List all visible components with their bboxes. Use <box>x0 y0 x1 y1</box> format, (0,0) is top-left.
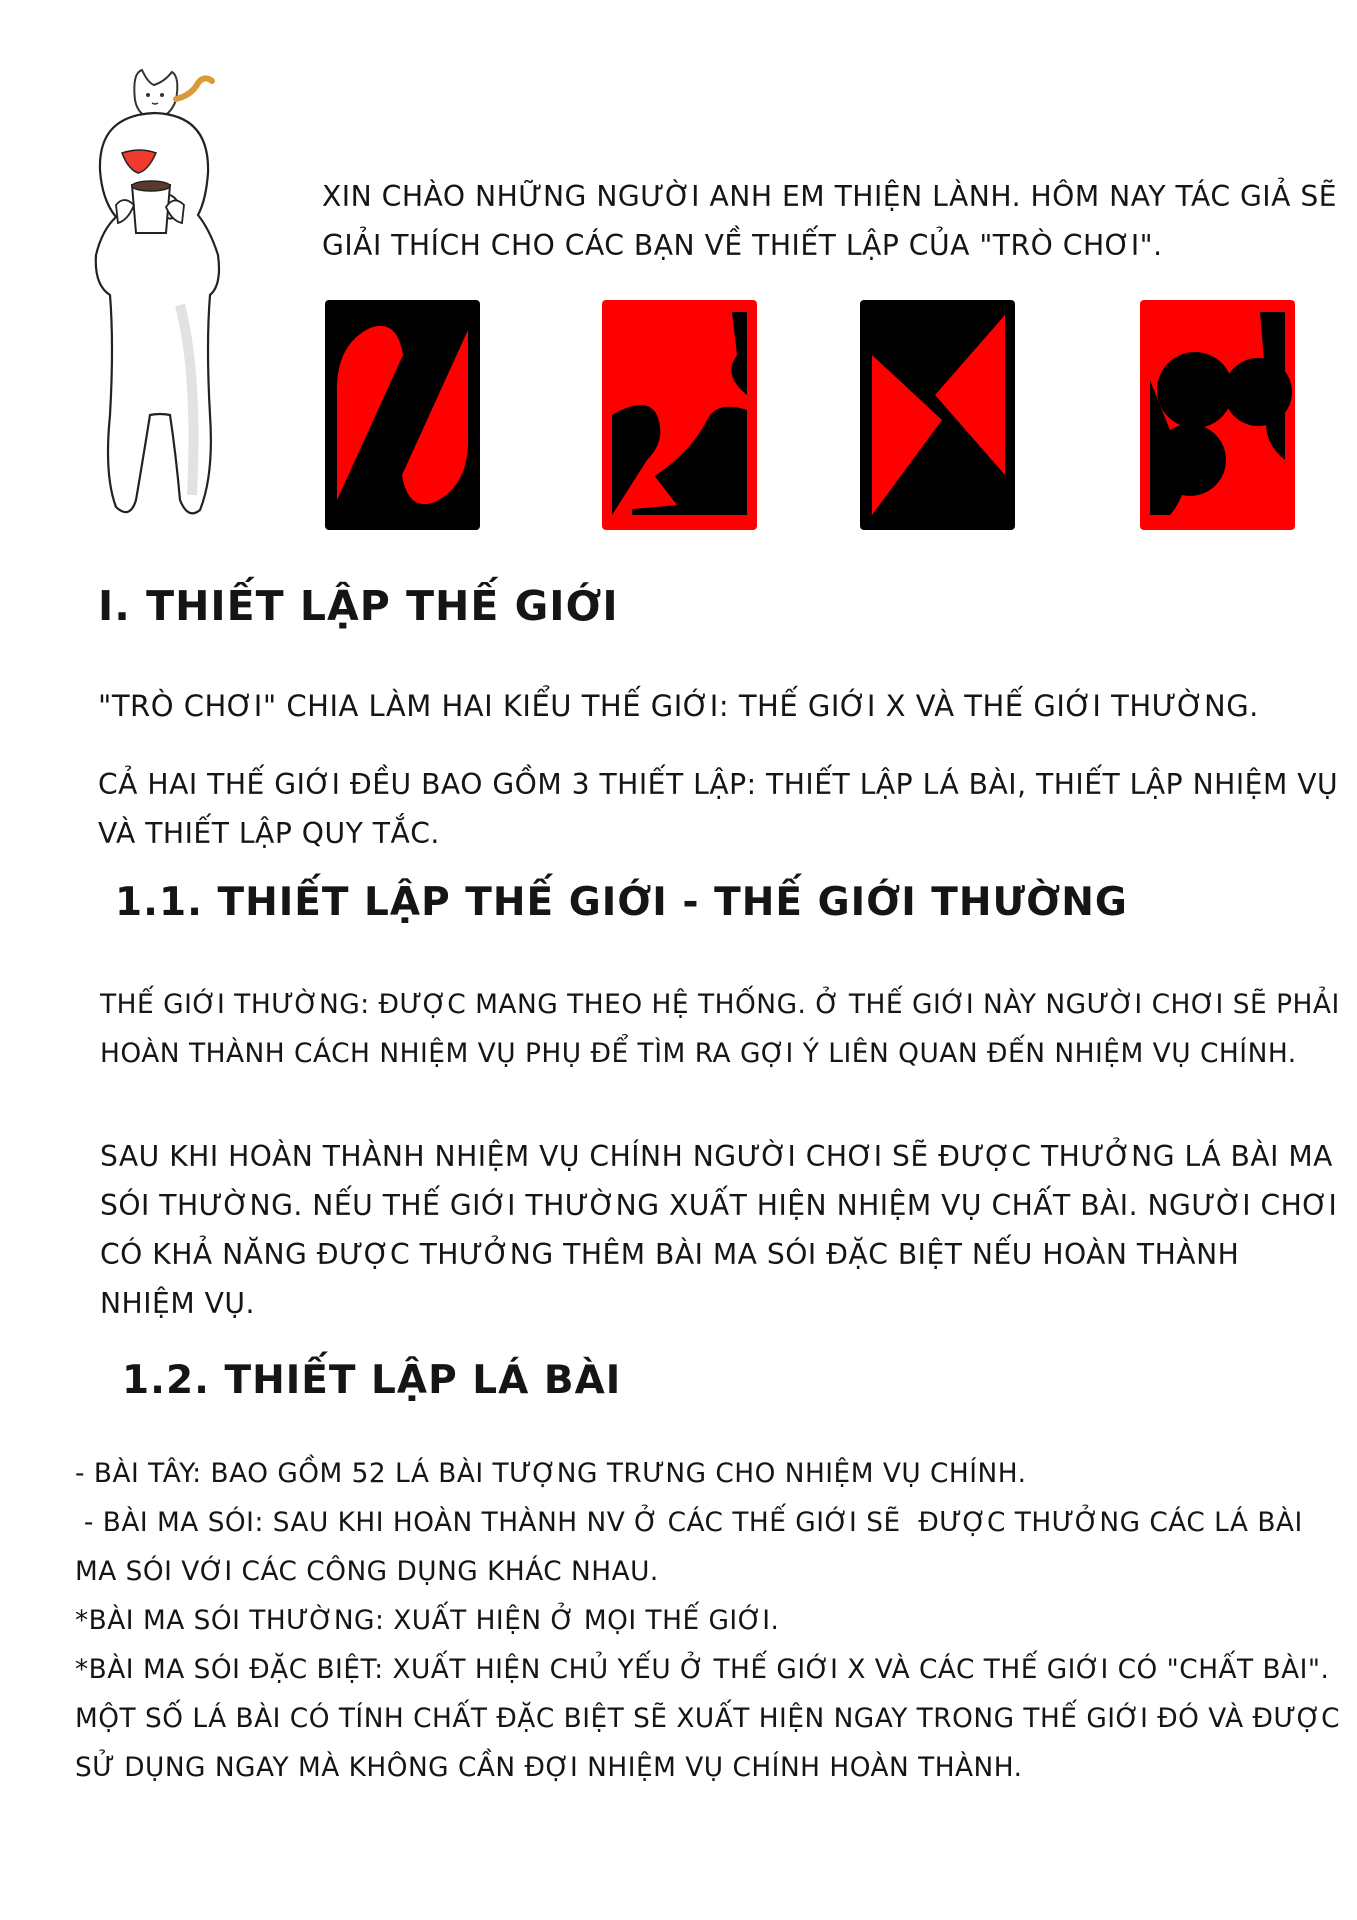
list-line: MỘT SỐ LÁ BÀI CÓ TÍNH CHẤT ĐẶC BIỆT SẼ XUẤT HIỆN NGAY TRONG THẾ GIỚI ĐÓ VÀ ĐƯỢC <box>75 1704 1341 1734</box>
section1-paragraph: "TRÒ CHƠI" CHIA LÀM HAI KIỂU THẾ GIỚI: THẾ GIỚI X VÀ THẾ GIỚI THƯỜNG. <box>98 689 1259 723</box>
paragraph-line: THẾ GIỚI THƯỜNG: ĐƯỢC MANG THEO HỆ THỐNG. Ở THẾ GIỚI NÀY NGƯỜI CHƠI SẼ PHẢI <box>100 989 1340 1020</box>
paragraph-line: CÓ KHẢ NĂNG ĐƯỢC THƯỞNG THÊM BÀI MA SÓI ĐẶC BIỆT NẾU HOÀN THÀNH <box>100 1238 1240 1271</box>
list-line: - BÀI TÂY: BAO GỒM 52 LÁ BÀI TƯỢNG TRƯNG CHO NHIỆM VỤ CHÍNH. <box>75 1459 1027 1489</box>
intro-line: XIN CHÀO NHỮNG NGƯỜI ANH EM THIỆN LÀNH. HÔM NAY TÁC GIẢ SẼ <box>322 180 1338 213</box>
intro-line: GIẢI THÍCH CHO CÁC BẠN VỀ THIẾT LẬP CỦA "TRÒ CHƠI". <box>322 229 1163 262</box>
paragraph-line: HOÀN THÀNH CÁCH NHIỆM VỤ PHỤ ĐỂ TÌM RA GỢI Ý LIÊN QUAN ĐẾN NHIỆM VỤ CHÍNH. <box>100 1038 1297 1069</box>
heart-card <box>325 300 480 530</box>
mascot-illustration <box>80 55 255 525</box>
subsection-heading: 1.2. THIẾT LẬP LÁ BÀI <box>122 1358 622 1403</box>
section11-paragraph-1 <box>100 980 1340 1078</box>
heart-icon <box>325 300 480 530</box>
intro-text <box>322 172 1337 270</box>
list-line: MA SÓI VỚI CÁC CÔNG DỤNG KHÁC NHAU. <box>75 1557 659 1587</box>
diamond-card <box>860 300 1015 530</box>
spade-card <box>602 300 757 530</box>
paragraph-line: NHIỆM VỤ. <box>100 1287 255 1320</box>
club-icon <box>1140 300 1295 530</box>
paragraph-line: SAU KHI HOÀN THÀNH NHIỆM VỤ CHÍNH NGƯỜI CHƠI SẼ ĐƯỢC THƯỞNG LÁ BÀI MA <box>100 1140 1333 1173</box>
section11-paragraph-2 <box>100 1132 1337 1328</box>
paragraph-line: VÀ THIẾT LẬP QUY TẮC. <box>98 817 440 850</box>
section1-paragraph-2 <box>98 760 1338 858</box>
diamond-icon <box>860 300 1015 530</box>
club-card <box>1140 300 1295 530</box>
list-line: - BÀI MA SÓI: SAU KHI HOÀN THÀNH NV Ở CÁC THẾ GIỚI SẼ ĐƯỢC THƯỞNG CÁC LÁ BÀI <box>75 1508 1303 1538</box>
section12-list <box>75 1450 1340 1793</box>
subsection-heading: 1.1. THIẾT LẬP THẾ GIỚI - THẾ GIỚI THƯỜNG <box>115 880 1128 925</box>
list-line: *BÀI MA SÓI THƯỜNG: XUẤT HIỆN Ở MỌI THẾ GIỚI. <box>75 1606 780 1636</box>
list-line: SỬ DỤNG NGAY MÀ KHÔNG CẦN ĐỢI NHIỆM VỤ CHÍNH HOÀN THÀNH. <box>75 1753 1023 1783</box>
list-line: *BÀI MA SÓI ĐẶC BIỆT: XUẤT HIỆN CHỦ YẾU Ở THẾ GIỚI X VÀ CÁC THẾ GIỚI CÓ "CHẤT BÀI". <box>75 1655 1330 1685</box>
spade-icon <box>602 300 757 530</box>
section-heading: I. THIẾT LẬP THẾ GIỚI <box>98 582 619 630</box>
paragraph-line: CẢ HAI THẾ GIỚI ĐỀU BAO GỒM 3 THIẾT LẬP: THIẾT LẬP LÁ BÀI, THIẾT LẬP NHIỆM VỤ <box>98 768 1339 801</box>
paragraph-line: SÓI THƯỜNG. NẾU THẾ GIỚI THƯỜNG XUẤT HIỆN NHIỆM VỤ CHẤT BÀI. NGƯỜI CHƠI <box>100 1189 1338 1222</box>
cat-icon <box>134 70 212 119</box>
